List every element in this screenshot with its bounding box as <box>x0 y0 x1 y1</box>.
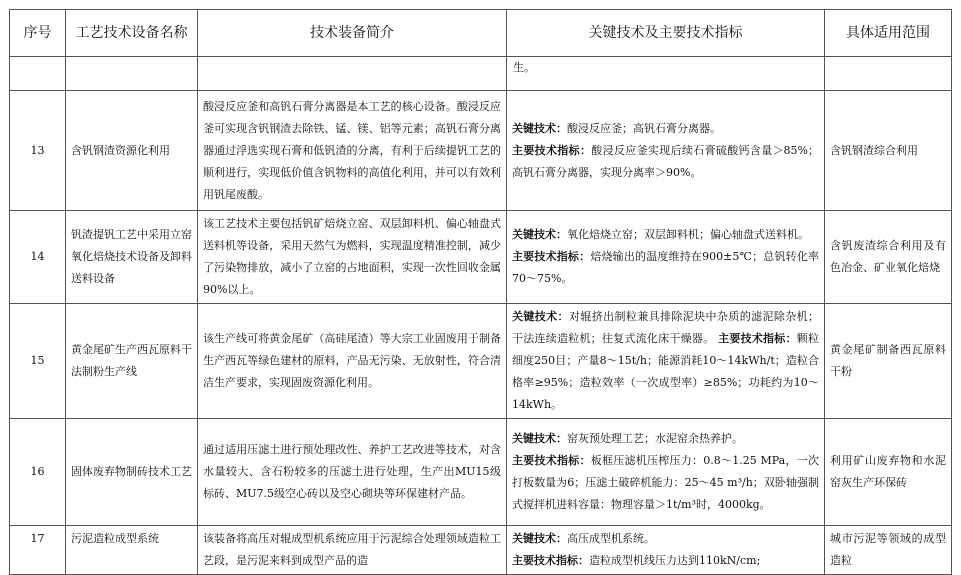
header-row <box>10 10 952 57</box>
row-key-tech <box>507 419 825 526</box>
row-name: 钒渣提钒工艺中采用立窑氧化焙烧技术设备及卸料送料设备 <box>66 211 198 304</box>
key-tech-label: 关键技术： <box>512 121 567 135</box>
key-tech-text: 对辊挤出制粒兼具排除泥块中杂质的滤泥除杂机；干法连续造粒机；往复式流化床干燥器。 <box>512 310 820 345</box>
carry-over-name <box>66 57 198 91</box>
row-key-tech <box>507 526 825 575</box>
carry-over-key: 生。 <box>507 57 825 91</box>
row-key-tech <box>507 91 825 211</box>
key-tech-label: 关键技术： <box>512 532 567 545</box>
header-scope: 具体适用范围 <box>825 10 952 57</box>
main-index-text: 酸浸反应釜实现后续石膏硫酸钙含量＞85%；高钒石膏分离器，实现分离率＞90%。 <box>512 143 819 179</box>
row-scope: 利用矿山废弃物和水泥窑灰生产环保砖 <box>825 419 952 526</box>
main-index-text: 造粒成型机线压力达到110kN/cm; <box>589 554 761 567</box>
row-number: 14 <box>10 211 66 304</box>
row-number: 17 <box>10 526 66 575</box>
table-row <box>10 91 952 211</box>
row-scope: 含钒废渣综合利用及有色冶金、矿业氧化焙烧 <box>825 211 952 304</box>
row-name: 黄金尾矿生产西瓦原料干法制粉生产线 <box>66 304 198 419</box>
row-number: 16 <box>10 419 66 526</box>
carry-over-scope <box>825 57 952 91</box>
row-key-tech <box>507 304 825 419</box>
header-intro: 技术装备简介 <box>198 10 507 57</box>
key-tech-label: 关键技术： <box>512 432 567 445</box>
main-index-label: 主要技术指标： <box>512 554 589 567</box>
key-tech-text: 酸浸反应釜；高钒石膏分离器。 <box>567 121 721 135</box>
row-scope: 黄金尾矿制备西瓦原料干粉 <box>825 304 952 419</box>
row-name: 污泥造粒成型系统 <box>66 526 198 575</box>
key-tech-label: 关键技术： <box>512 310 569 323</box>
row-name: 固体废弃物制砖技术工艺 <box>66 419 198 526</box>
main-index-label: 主要技术指标： <box>512 454 591 467</box>
header-name: 工艺技术设备名称 <box>66 10 198 57</box>
row-intro: 该装备将高压对辊成型机系统应用于污泥综合处理领域造粒工艺段，是污泥来料到成型产品的造 <box>198 526 507 575</box>
table-row <box>10 211 952 304</box>
main-index-label: 主要技术指标： <box>512 250 591 263</box>
main-index-text: 板框压滤机压榨压力：0.8～1.25 MPa，一次打板数量为6；压滤土破碎机能力：25～45 m³/h；双卧轴强制式搅拌机进料容量：物理容量＞1t/m³时，4000kg。 <box>512 454 819 511</box>
row-intro: 该生产线可将黄金尾矿（高硅尾渣）等大宗工业固废用于制备生产西瓦等绿色建材的原料，产品无污染、无放射性，符合清洁生产要求，实现固废资源化利用。 <box>198 304 507 419</box>
technology-table <box>9 9 952 575</box>
row-intro: 酸浸反应釜和高钒石膏分离器是本工艺的核心设备。酸浸反应釜可实现含钒钢渣去除铁、锰、镁、铝等元素；高钒石膏分离器通过浮选实现石膏和低钒渣的分离，有利于后续提钒工艺的顺利进行，实现低价值含钒物料的高值化利用，并可以有效利用钒尾废酸。 <box>198 91 507 211</box>
row-name: 含钒钢渣资源化利用 <box>66 91 198 211</box>
table-row <box>10 419 952 526</box>
main-index-label: 主要技术指标： <box>718 332 797 345</box>
header-key: 关键技术及主要技术指标 <box>507 10 825 57</box>
carry-over-intro <box>198 57 507 91</box>
row-scope: 城市污泥等领域的成型造粒 <box>825 526 952 575</box>
row-number: 15 <box>10 304 66 419</box>
main-index-label: 主要技术指标： <box>512 143 592 157</box>
row-intro: 该工艺技术主要包括钒矿焙烧立窑、双层卸料机、偏心轴盘式送料机等设备，采用天然气为燃料，实现温度精准控制，减少了污染物排放，减小了立窑的占地面积，实现一次性回收金属90%以上。 <box>198 211 507 304</box>
key-tech-text: 窑灰预处理工艺；水泥窑余热养护。 <box>567 432 743 445</box>
carry-over-row <box>10 57 952 91</box>
row-key-tech <box>507 211 825 304</box>
key-tech-text: 氧化焙烧立窑；双层卸料机；偏心轴盘式送料机。 <box>567 228 809 241</box>
row-number: 13 <box>10 91 66 211</box>
key-tech-label: 关键技术： <box>512 228 567 241</box>
key-tech-text: 高压成型机系统。 <box>567 532 655 545</box>
row-scope: 含钒钢渣综合利用 <box>825 91 952 211</box>
main-index-text: 焙烧输出的温度维持在900±5℃；总钒转化率70～75%。 <box>512 250 820 285</box>
table-row <box>10 304 952 419</box>
header-no: 序号 <box>10 10 66 57</box>
table-row <box>10 526 952 575</box>
main-index-text: 颗粒细度250目；产量8～15t/h；能源消耗10～14kWh/t；造粒合格率≥95%；造粒效率（一次成型率）≥85%；功耗约为10～14kWh。 <box>512 332 820 411</box>
carry-over-no <box>10 57 66 91</box>
row-intro: 通过适用压滤土进行预处理改性、养护工艺改进等技术，对含水量较大、含石粉较多的压滤土进行处理，生产出MU15级标砖、MU7.5级空心砖以及空心砌块等环保建材产品。 <box>198 419 507 526</box>
